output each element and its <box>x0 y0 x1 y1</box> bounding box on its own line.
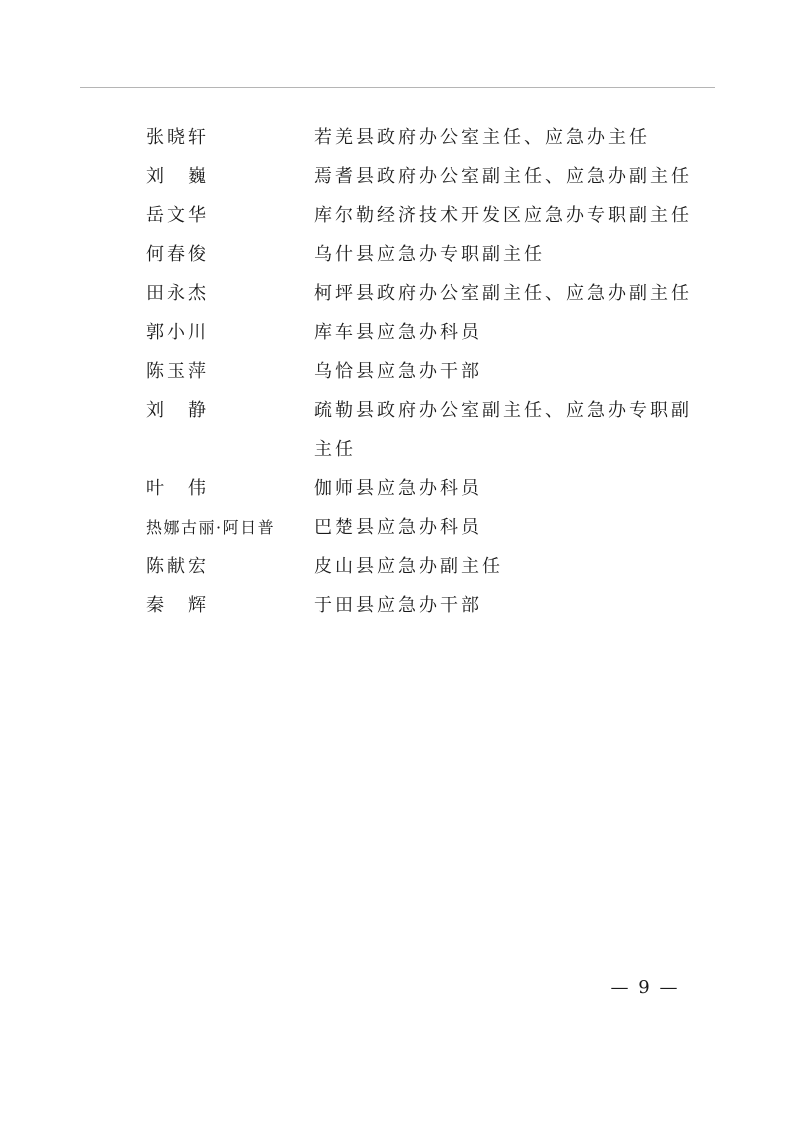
header-rule <box>80 87 715 88</box>
list-item <box>146 157 706 196</box>
list-item <box>146 235 706 274</box>
list-item <box>146 313 706 352</box>
person-position: 库尔勒经济技术开发区应急办专职副主任 <box>314 205 692 226</box>
page-number: — 9 — <box>610 977 680 998</box>
person-name: 田永杰 <box>146 283 209 304</box>
list-item <box>146 586 706 625</box>
person-position: 库车县应急办科员 <box>314 322 482 343</box>
list-item <box>146 469 706 508</box>
person-name: 岳文华 <box>146 205 209 226</box>
person-position: 柯坪县政府办公室副主任、应急办副主任 <box>314 283 692 304</box>
list-item <box>146 391 706 469</box>
person-position: 若羌县政府办公室主任、应急办主任 <box>314 127 650 148</box>
person-position: 乌恰县应急办干部 <box>314 361 482 382</box>
person-name: 何春俊 <box>146 244 209 265</box>
list-item <box>146 196 706 235</box>
person-position: 乌什县应急办专职副主任 <box>314 244 545 265</box>
person-position: 于田县应急办干部 <box>314 595 482 616</box>
personnel-list <box>146 118 706 625</box>
person-position: 巴楚县应急办科员 <box>314 517 482 538</box>
person-name: 陈献宏 <box>146 556 209 577</box>
list-item <box>146 274 706 313</box>
person-name: 刘 静 <box>146 400 209 421</box>
person-name: 叶 伟 <box>146 478 209 499</box>
person-position: 焉耆县政府办公室副主任、应急办副主任 <box>314 166 692 187</box>
list-item <box>146 352 706 391</box>
person-name: 郭小川 <box>146 322 209 343</box>
person-name: 陈玉萍 <box>146 361 209 382</box>
list-item <box>146 508 706 547</box>
person-name: 刘 巍 <box>146 166 209 187</box>
person-name: 热娜古丽·阿日普 <box>146 518 276 537</box>
list-item <box>146 118 706 157</box>
person-position: 皮山县应急办副主任 <box>314 556 503 577</box>
list-item <box>146 547 706 586</box>
person-name: 秦 辉 <box>146 595 209 616</box>
person-position: 伽师县应急办科员 <box>314 478 482 499</box>
person-position: 疏勒县政府办公室副主任、应急办专职副主任 <box>314 400 692 460</box>
person-name: 张晓轩 <box>146 127 209 148</box>
